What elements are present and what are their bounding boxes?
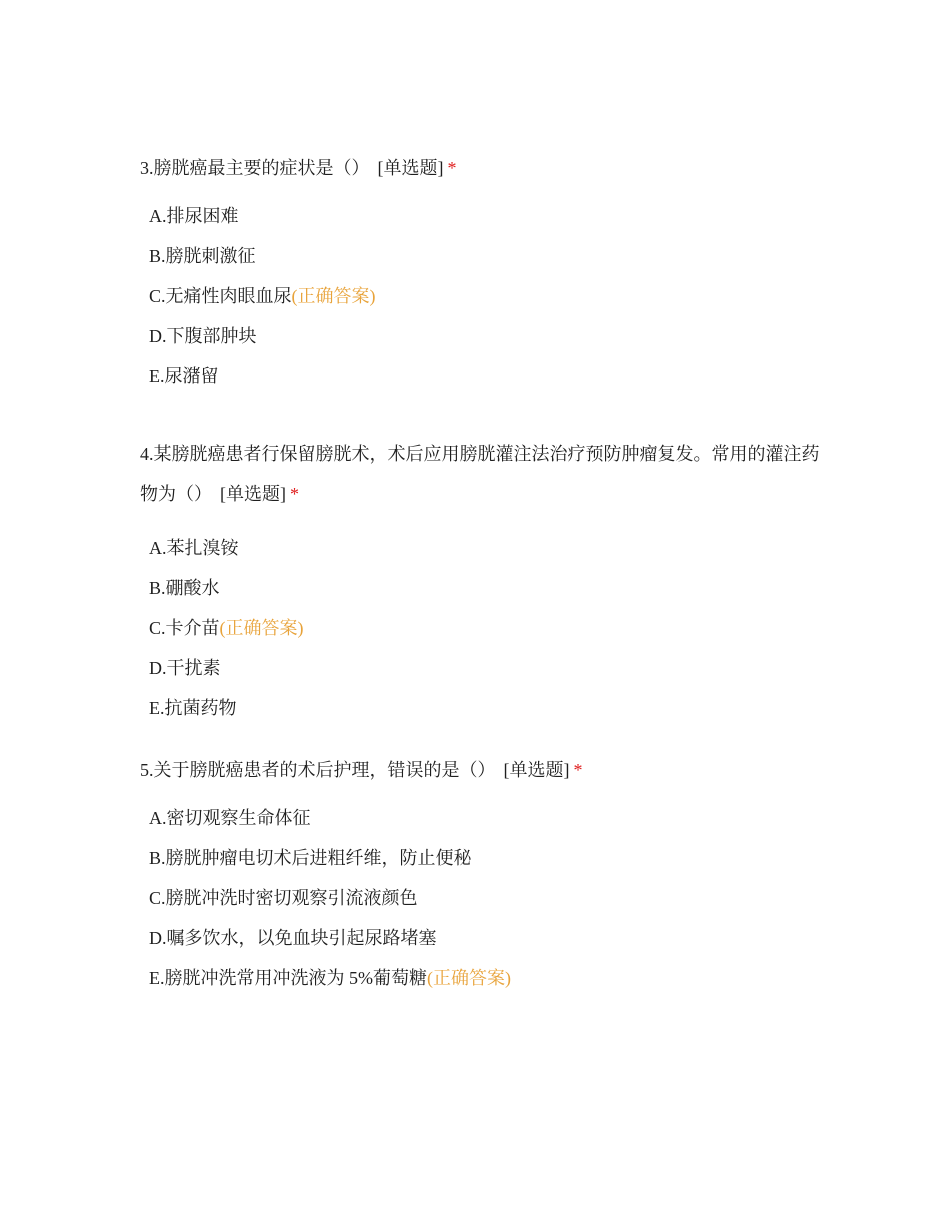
option-e (140, 356, 820, 396)
option-d (140, 316, 820, 356)
question-title (140, 434, 820, 514)
correct-answer-mark: (正确答案) (219, 618, 304, 638)
correct-answer-mark: (正确答案) (427, 968, 511, 988)
option-text: D.干扰素 (149, 658, 221, 678)
required-marker: * (447, 158, 457, 178)
option-text: A.排尿困难 (149, 206, 239, 226)
question-type-label: [单选题] (503, 760, 570, 780)
option-text: D.嘱多饮水，以免血块引起尿路堵塞 (149, 928, 437, 948)
option-text: B.膀胱刺激征 (149, 246, 256, 266)
option-a (140, 798, 820, 838)
option-text: C.无痛性肉眼血尿 (149, 286, 292, 306)
question-5 (140, 754, 820, 998)
option-d (140, 918, 820, 958)
option-text: D.下腹部肿块 (149, 326, 257, 346)
option-c (140, 878, 820, 918)
options-list (140, 528, 820, 728)
question-type-label: [单选题] (220, 484, 286, 504)
option-b (140, 236, 820, 276)
option-b (140, 838, 820, 878)
option-text: A.苯扎溴铵 (149, 538, 239, 558)
options-list (140, 798, 820, 998)
question-text: 5.关于膀胱癌患者的术后护理，错误的是（） (140, 760, 496, 780)
option-text: B.硼酸水 (149, 578, 220, 598)
option-a (140, 528, 820, 568)
option-b (140, 568, 820, 608)
option-c (140, 276, 820, 316)
options-list (140, 196, 820, 396)
option-text: E.尿潴留 (149, 366, 219, 386)
option-text: C.膀胱冲洗时密切观察引流液颜色 (149, 888, 418, 908)
option-text: B.膀胱肿瘤电切术后进粗纤维，防止便秘 (149, 848, 472, 868)
option-e (140, 958, 820, 998)
question-text: 4.某膀胱癌患者行保留膀胱术，术后应用膀胱灌注法治疗预防肿瘤复发。常用的灌注药物为（） (140, 444, 820, 504)
option-e (140, 688, 820, 728)
question-title (140, 152, 820, 184)
correct-answer-mark: (正确答案) (291, 286, 376, 306)
option-text: E.抗菌药物 (149, 698, 237, 718)
option-a (140, 196, 820, 236)
question-text: 3.膀胱癌最主要的症状是（） (140, 158, 370, 178)
required-marker: * (290, 484, 299, 504)
question-3 (140, 152, 820, 396)
required-marker: * (573, 760, 583, 780)
option-text: C.卡介苗 (149, 618, 220, 638)
option-text: A.密切观察生命体征 (149, 808, 311, 828)
question-4 (140, 434, 820, 728)
option-d (140, 648, 820, 688)
option-text: E.膀胱冲洗常用冲洗液为 5%葡萄糖 (149, 968, 427, 988)
question-title (140, 754, 820, 786)
question-type-label: [单选题] (377, 158, 444, 178)
option-c (140, 608, 820, 648)
